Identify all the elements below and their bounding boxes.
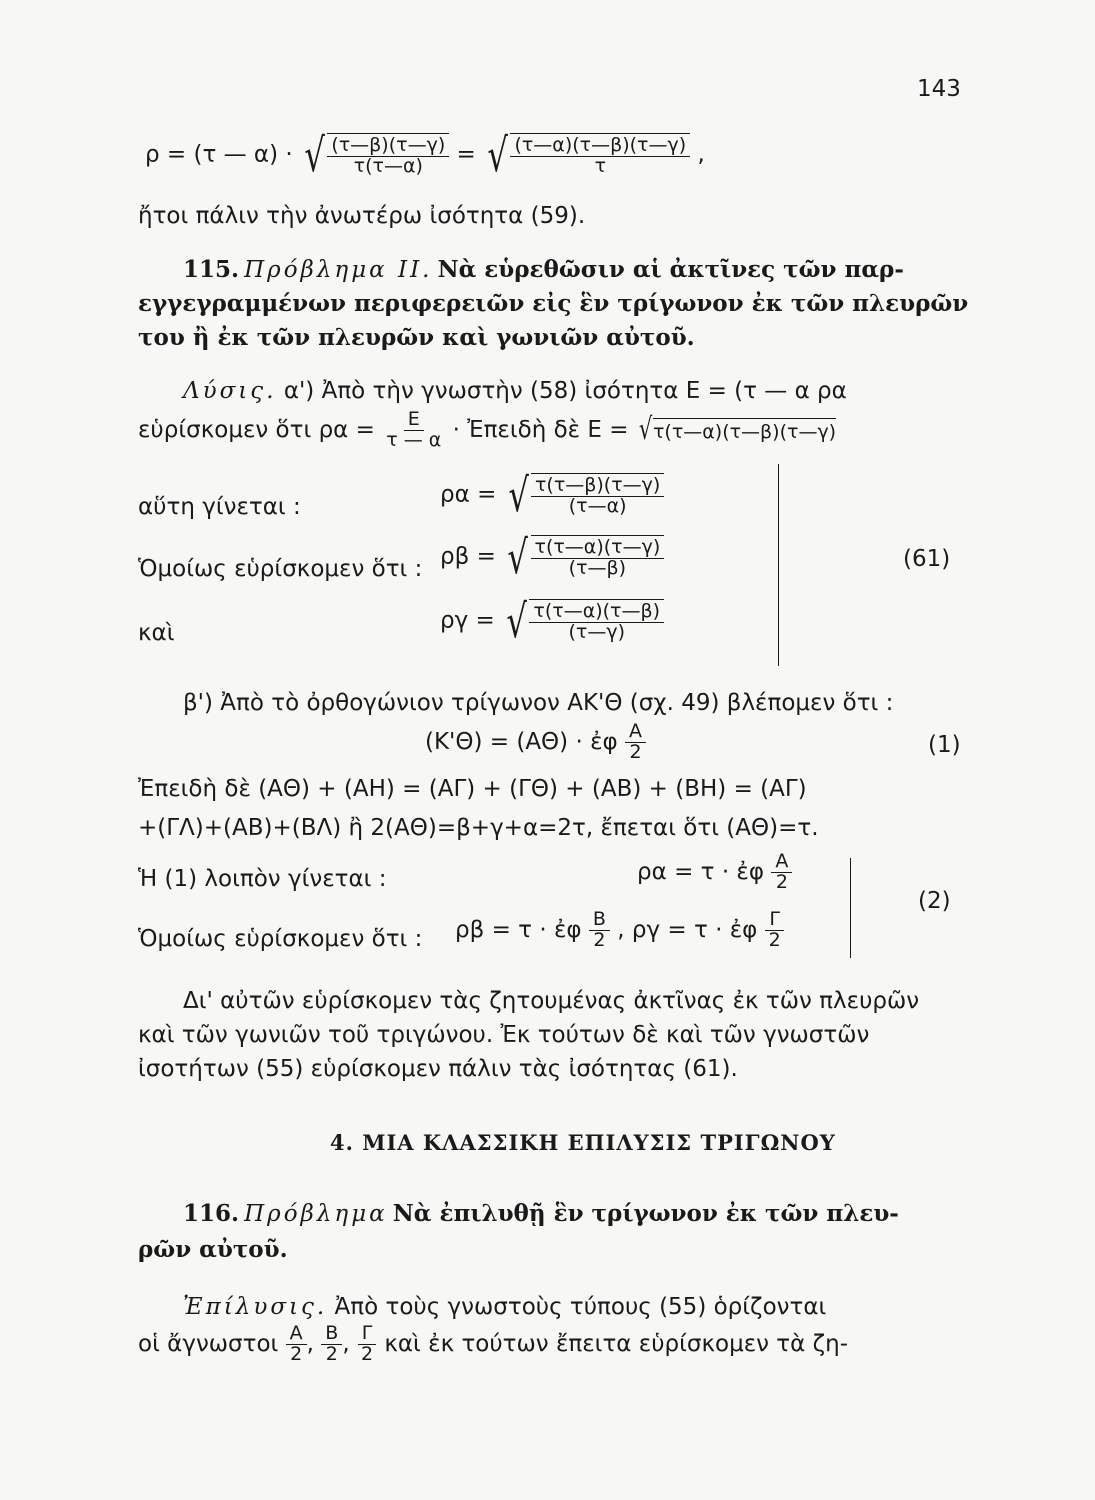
radical: √ $\frac{(\tau—\alpha)(\tau—\beta)(\tau—\gamma)}{\tau}$ [483, 132, 690, 178]
lysis-line2 [138, 410, 836, 451]
sys61-row1-label: αὕτη γίνεται : [138, 494, 301, 520]
beta-line3: +(ΓΛ)+(ΑΒ)+(ΒΛ) ἢ 2(ΑΘ)=β+γ+α=2τ, ἔπεται ὅτι (ΑΘ)=τ. [138, 815, 819, 841]
sys61-row2-label: Ὁμοίως εὑρίσκομεν ὅτι : [138, 556, 423, 582]
frac-num: Ε [404, 410, 424, 431]
equation-tag-1: (1) [928, 732, 961, 758]
frac-num: Β [321, 1324, 342, 1345]
equation-rho [145, 128, 705, 182]
epilysis-text: Ἀπὸ τοὺς γνωστοὺς τύπους (55) ὁρίζονται [334, 1294, 827, 1320]
sys61-row1-den: (τ—α) [568, 495, 627, 517]
problem-number: 116. [183, 1200, 240, 1227]
equation-tag-61: (61) [903, 546, 951, 572]
problem-115-line1 [183, 256, 904, 283]
problem-115-line3: του ἢ ἐκ τῶν πλευρῶν καὶ γωνιῶν αὐτοῦ. [138, 324, 695, 351]
sys61-row2-num: τ(τ—α)(τ—γ) [531, 538, 665, 559]
frac-den: 2 [360, 1342, 374, 1365]
beta-r1-den: 2 [775, 870, 788, 893]
fraction [286, 1324, 307, 1365]
fraction [625, 722, 646, 763]
beta-r1-label: Ἡ (1) λοιπὸν γίνεται : [138, 866, 387, 892]
equation-tag-2: (2) [918, 888, 951, 914]
sys61-row2-lhs: ρβ = [440, 543, 496, 570]
frac-den: τ — α [386, 428, 442, 451]
radical: √ $\frac{\tau(\tau—\alpha)(\tau—\gamma)}{(\tau—\beta)}$ [503, 534, 664, 580]
epilysis-text-b: καὶ ἐκ τούτων ἔπειτα εὑρίσκομεν τὰ ζη- [384, 1330, 849, 1357]
beta-r2-lhs: ρβ = τ · ἐφ [455, 916, 582, 943]
radical: √ $\frac{\tau(\tau—\beta)(\tau—\gamma)}{(\tau—\alpha)}$ [504, 472, 665, 518]
sys61-row2-eq [440, 530, 664, 584]
beta-r2-label: Ὁμοίως εὑρίσκομεν ὅτι : [138, 926, 423, 952]
problem-label: Πρόβλημα [244, 1201, 388, 1227]
beta-line2: Ἐπειδὴ δὲ (ΑΘ) + (ΑΗ) = (ΑΓ) + (ΓΘ) + (ΑΒ) + (ΒΗ) = (ΑΓ) [138, 776, 807, 802]
radical: √ τ(τ—α)(τ—β)(τ—γ) [638, 412, 837, 448]
beta-r2-den2: 2 [768, 928, 781, 951]
brace [778, 464, 779, 666]
para-di-line2: καὶ τῶν γωνιῶν τοῦ τριγώνου. Ἐκ τούτων δὲ καὶ τῶν γνωστῶν [138, 1022, 870, 1048]
sys61-row3-num: τ(τ—α)(τ—β) [529, 602, 664, 623]
epilysis-line2 [138, 1324, 848, 1365]
sys61-row1-lhs: ρα = [440, 481, 497, 508]
beta-r2-num: Β [589, 910, 610, 931]
eq-rho-lhs: ρ = (τ — α) · [145, 141, 293, 168]
eq-rho-equals: = [456, 141, 476, 168]
para-di-line1: Δι' αὐτῶν εὑρίσκομεν τὰς ζητουμένας ἀκτῖνας ἐκ τῶν πλευρῶν [183, 988, 920, 1014]
lysis-line1 [183, 378, 847, 404]
beta-r2-mid: , ργ = τ · ἐφ [617, 916, 758, 943]
sys61-row1-num: τ(τ—β)(τ—γ) [531, 476, 664, 497]
epilysis-text-a: οἱ ἄγνωστοι [138, 1330, 279, 1357]
beta-r1-eq [637, 852, 792, 893]
problem-text: Νὰ εὑρεθῶσιν αἱ ἀκτῖνες τῶν παρ- [437, 256, 904, 283]
eq-rho-num2: (τ—α)(τ—β)(τ—γ) [510, 136, 690, 157]
fraction [382, 410, 445, 451]
para-di-line3: ἰσοτήτων (55) εὑρίσκομεν πάλιν τὰς ἰσότητας (61). [138, 1056, 738, 1082]
brace [850, 858, 851, 958]
fraction [589, 910, 610, 951]
lysis-text-b: · Ἐπειδὴ δὲ Ε = [452, 416, 629, 443]
beta-r1-num: Α [771, 852, 792, 873]
beta-r1-lhs: ρα = τ · ἐφ [637, 858, 765, 885]
sys61-row3-label: καὶ [138, 620, 175, 646]
frac-num: Γ [358, 1324, 377, 1345]
problem-116-line1 [183, 1200, 899, 1227]
beta-r2-eq [455, 910, 785, 951]
lysis-text: α') Ἀπὸ τὴν γνωστὴν (58) ἰσότητα Ε = (τ — α ρα [283, 378, 847, 404]
beta-eq1-den: 2 [629, 740, 642, 763]
radical: √ $\frac{\tau(\tau—\alpha)(\tau—\beta)}{(\tau—\gamma)}$ [502, 598, 664, 644]
beta-eq1 [425, 722, 646, 763]
problem-number: 115. [183, 256, 240, 283]
lysis-radicand: τ(τ—α)(τ—β)(τ—γ) [653, 418, 836, 443]
eq-rho-tail: , [697, 141, 705, 168]
beta-eq1-num: Α [625, 722, 646, 743]
section-heading: 4. ΜΙΑ ΚΛΑΣΣΙΚΗ ΕΠΙΛΥΣΙΣ ΤΡΙΓΩΝΟΥ [330, 1130, 836, 1155]
problem-116-line2: ρῶν αὐτοῦ. [138, 1236, 288, 1263]
problem-115-line2: εγγεγραμμένων περιφερειῶν εἰς ἓν τρίγωνον ἐκ τῶν πλευρῶν [138, 290, 969, 317]
epilysis-label: Ἐπίλυσις. [183, 1294, 328, 1320]
eq-rho-num1: (τ—β)(τ—γ) [327, 136, 449, 157]
text-line: ἤτοι πάλιν τὴν ἀνωτέρω ἰσότητα (59). [138, 203, 586, 229]
frac-den: 2 [290, 1342, 303, 1365]
beta-r2-den: 2 [593, 928, 606, 951]
epilysis-line1 [183, 1294, 826, 1320]
radical: √ $\frac{(\tau—\beta)(\tau—\gamma)}{\tau(\tau—\alpha)}$ [300, 132, 449, 178]
frac-num: Α [286, 1324, 307, 1345]
problem-label: Πρόβλημα ΙΙ. [244, 257, 433, 283]
comma: , [306, 1330, 314, 1357]
fraction [765, 910, 785, 951]
beta-r2-num2: Γ [765, 910, 784, 931]
frac-den: 2 [325, 1342, 338, 1365]
beta-line1: β') Ἀπὸ τὸ ὀρθογώνιον τρίγωνον ΑΚ'Θ (σχ. 49) βλέπομεν ὅτι : [183, 690, 894, 716]
eq-rho-den1: τ(τ—α) [353, 155, 423, 177]
sys61-row3-den: (τ—γ) [568, 621, 625, 643]
fraction [321, 1324, 342, 1365]
sys61-row3-eq [440, 594, 664, 648]
problem-text: Νὰ ἐπιλυθῇ ἓν τρίγωνον ἐκ τῶν πλευ- [392, 1200, 899, 1227]
beta-eq1-text: (Κ'Θ) = (ΑΘ) · ἐφ [425, 728, 618, 755]
sys61-row2-den: (τ—β) [568, 557, 627, 579]
sys61-row3-lhs: ργ = [440, 607, 495, 634]
sys61-row1-eq [440, 468, 664, 522]
lysis-text-a: εὑρίσκομεν ὅτι ρα = [138, 416, 375, 443]
fraction [357, 1324, 377, 1365]
eq-rho-den2: τ [594, 155, 607, 177]
lysis-label: Λύσις. [183, 378, 277, 404]
fraction [771, 852, 792, 893]
comma: , [342, 1330, 350, 1357]
page-number: 143 [917, 76, 961, 102]
